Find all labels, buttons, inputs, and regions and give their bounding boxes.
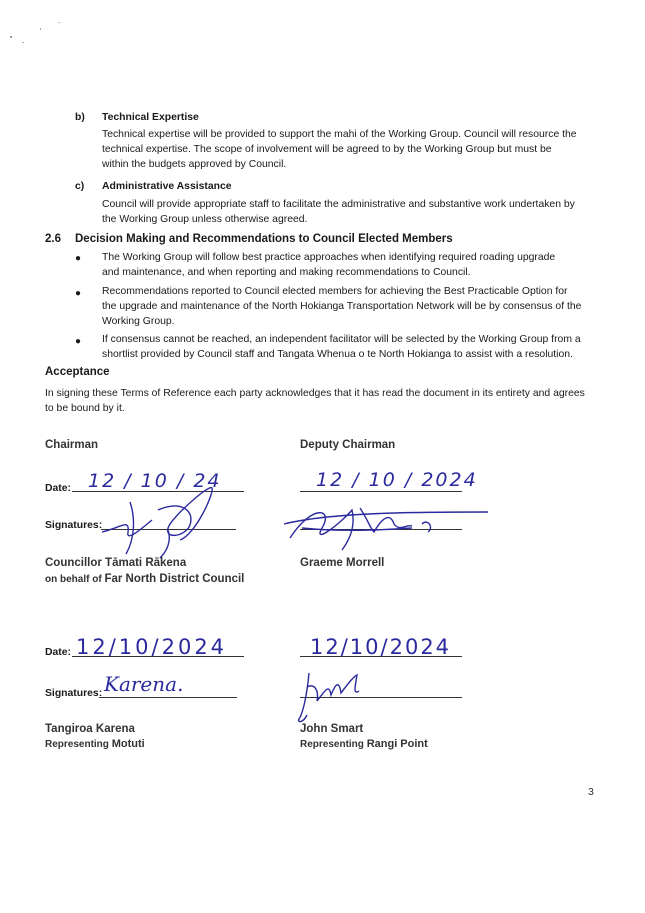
deputy-name: Graeme Morrell: [300, 557, 385, 569]
scan-speck: [58, 22, 60, 23]
karena-date-handwritten: 12/10/2024: [76, 635, 228, 659]
section-b-title: Technical Expertise: [102, 112, 199, 123]
section-c-label: c): [75, 181, 85, 192]
section-number: 2.6: [45, 233, 61, 245]
bullet-item: Recommendations reported to Council elected members for achieving the Best Practicable Option for the upgrade and maintenance of the North Hokianga Transportation Network will be by consensus of the Working Group.: [102, 286, 582, 327]
representing-prefix: Representing: [300, 739, 364, 750]
smart-name: John Smart: [300, 723, 364, 735]
bullet-glyph: ●: [75, 336, 82, 347]
smart-date-handwritten: 12/10/2024: [310, 635, 452, 659]
section-heading: Decision Making and Recommendations to Council Elected Members: [75, 233, 453, 245]
bullet-glyph: ●: [75, 253, 82, 264]
section-b-text: Technical expertise will be provided to support the mahi of the Working Group. Council will resource the technical expertise. The scope of involvement will be agreed to by the Working Group but must be within the budgets approved by Council.: [102, 129, 577, 170]
section-c-title: Administrative Assistance: [102, 181, 232, 192]
scan-speck: [22, 42, 24, 43]
date-label: Date:: [45, 647, 71, 658]
representing-prefix: Representing: [45, 739, 109, 750]
section-b-label: b): [75, 112, 85, 123]
chairman-signature: [100, 480, 230, 560]
deputy-date-handwritten: 12 / 10 / 2024: [316, 469, 478, 491]
signature-line: [99, 697, 237, 698]
deputy-signature: [282, 498, 492, 558]
bullet-glyph: ●: [75, 288, 82, 299]
deputy-title: Deputy Chairman: [300, 439, 396, 451]
scan-speck: [10, 36, 12, 38]
behalf-organisation: Far North District Council: [104, 573, 245, 585]
karena-signature: Karena.: [104, 672, 184, 696]
date-label: Date:: [45, 483, 71, 494]
scan-speck: [40, 28, 41, 30]
acceptance-text: In signing these Terms of Reference each party acknowledges that it has read the document in its entirety and agrees to be bound by it.: [45, 388, 585, 414]
chairman-behalf: [45, 573, 244, 585]
karena-name: Tangiroa Karena: [45, 723, 135, 735]
representing-group: Motuti: [111, 738, 145, 750]
karena-representing: [45, 738, 145, 750]
representing-group: Rangi Point: [366, 738, 428, 750]
signature-label: Signatures:: [45, 688, 103, 699]
chairman-date-handwritten: 12 / 10 / 24: [88, 470, 222, 492]
smart-signature: [295, 665, 385, 725]
bullet-item: If consensus cannot be reached, an independent facilitator will be selected by the Working Group from a shortlist provided by Council staff and Tangata Whenua o te North Hokianga to assist with a resolution.: [102, 334, 581, 360]
bullet-item: The Working Group will follow best practice approaches when identifying required roading upgrade and maintenance, and when reporting and making recommendations to Council.: [102, 252, 556, 278]
signature-label: Signatures:: [45, 520, 103, 531]
behalf-prefix: on behalf of: [45, 574, 102, 585]
acceptance-heading: Acceptance: [45, 366, 110, 378]
chairman-title: Chairman: [45, 439, 99, 451]
page-number: 3: [588, 786, 594, 798]
section-c-text: Council will provide appropriate staff to facilitate the administrative and substantive work undertaken by the Working Group unless otherwise agreed.: [102, 199, 575, 225]
smart-representing: [300, 738, 428, 750]
chairman-name: Councillor Tāmati Rākena: [45, 557, 187, 569]
date-line: [300, 491, 462, 492]
